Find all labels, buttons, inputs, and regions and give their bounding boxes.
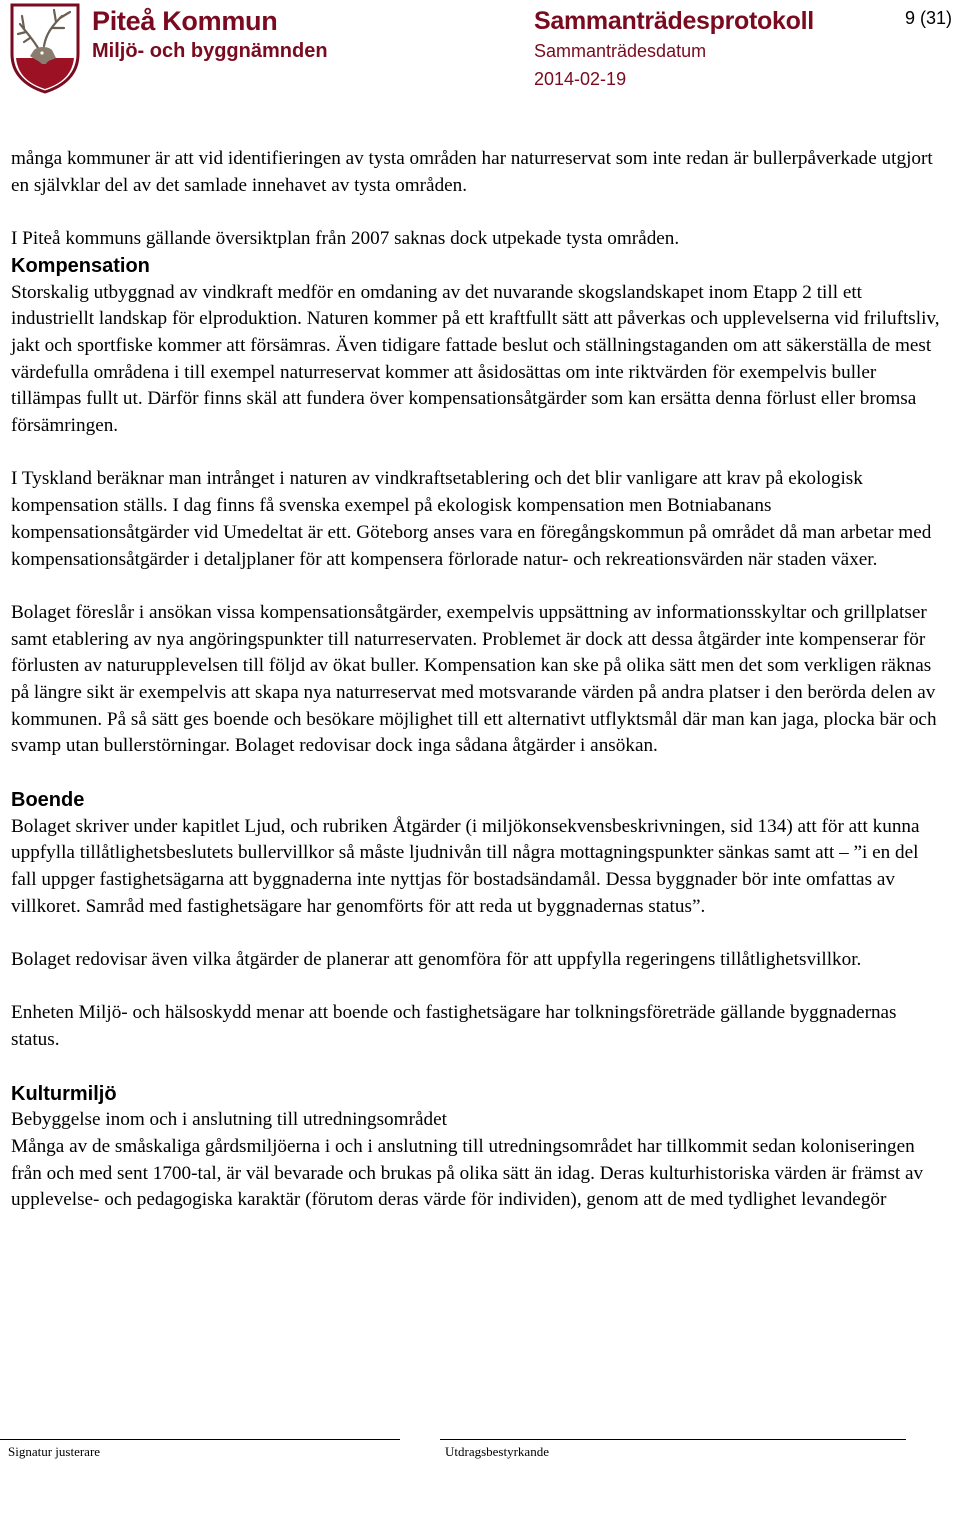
paragraph: Bolaget redovisar även vilka åtgärder de planerar att genomföra för att uppfylla regeringens tillåtlighetsvillkor. [11, 949, 862, 971]
paragraph: I Piteå kommuns gällande översiktplan från 2007 saknas dock utpekade tysta områden. [11, 228, 680, 250]
paragraph: många kommuner är att vid identifieringen av tysta områden har naturreservat som inte redan är bullerpåverkade utgjort en självklar del av det samlade innehavet av tysta områden. [11, 148, 933, 196]
document-title: Sammanträdesprotokoll [534, 7, 814, 35]
organization-block [92, 4, 328, 64]
extract-certification-label: Utdragsbestyrkande [445, 1444, 549, 1459]
meeting-date-label: Sammanträdesdatum [534, 41, 707, 61]
paragraph: Bolaget föreslår i ansökan vissa kompensationsåtgärder, exempelvis uppsättning av informationsskyltar och grillplatser samt etablering av nya angöringspunkter till naturreservaten. Problemet är dock att dessa åtgärder inte kompenserar för förlusten av naturupplevelsen till följd av ökat buller. Kompensation kan ske på olika sätt men det som verkligen räknas på längre sikt är exempelvis att skapa nya naturreservat med motsvarande värden på andra platser i den berörda delen av kommunen. På så sätt ges boende och besökare möjlighet till ett alternativt utflyktsmål där man kan jaga, plocka bär och svamp utan bullerstörningar. Bolaget redovisar dock inga sådana åtgärder i ansökan. [11, 601, 937, 757]
signature-divider [0, 1439, 400, 1440]
document-info [534, 4, 814, 94]
page-header [0, 0, 960, 100]
subheading-line: Bebyggelse inom och i anslutning till utredningsområdet [11, 1109, 447, 1131]
paragraph: I Tyskland beräknar man intrånget i naturen av vindkraftsetablering och det blir vanligare att krav på ekologisk kompensation ställs. I dag finns få svenska exempel på ekologisk kompensation men Botniabanans kompensationsåtgärder vid Umedeltat är ett. Göteborg anses vara en föregångskommun på området då man arbetar med kompensationsåtgärder i detaljplaner för att kompensera förlorade natur- och rekreationsvärden när staden växer. [11, 468, 932, 570]
extract-divider [440, 1439, 906, 1440]
paragraph: Enheten Miljö- och hälsoskydd menar att boende och fastighetsägare har tolkningsföreträde gällande byggnadernas status. [11, 1002, 897, 1051]
committee-name: Miljö- och byggnämnden [92, 40, 328, 62]
page-footer [0, 1436, 960, 1476]
section-heading-kompensation: Kompensation [11, 254, 150, 277]
paragraph: Många av de småskaliga gårdsmiljöerna i och i anslutning till utredningsområdet har tillkommit sedan koloniseringen från och med sent 1700-tal, är väl bevarade och brukas på olika sätt än idag. Deras kulturhistoriska värden är främst av upplevelse- och pedagogiska karaktär (förutom deras värde för individen), genom att de med tydlighet levandegör [11, 1135, 924, 1211]
reindeer-coat-of-arms-icon [8, 2, 82, 94]
paragraph: Storskalig utbyggnad av vindkraft medför en omdaning av det nuvarande skogslandskapet inom Etapp 2 till ett industriellt landskap för elproduktion. Naturen kommer på ett kraftfullt sätt att påverkas och upplevelserna vid friluftsliv, jakt och sportfiske kommer att försämras. Även tidigare fattade beslut och ställningstaganden om att säkerställa de mest värdefulla områdena i till exempel naturreservat kommer att åsidosättas om inte riktvärden för exempelvis buller tillämpas fullt ut. Därför finns skäl att fundera över kompensationsåtgärder som kan ersätta denna förlust eller bromsa försämringen. [11, 281, 940, 437]
signature-label: Signatur justerare [8, 1444, 101, 1459]
section-heading-boende: Boende [11, 788, 85, 811]
meeting-date: 2014-02-19 [534, 69, 627, 89]
page-number: 9 (31) [904, 8, 952, 28]
organization-name: Piteå Kommun [92, 6, 278, 36]
document-body [11, 146, 941, 1214]
section-heading-kulturmiljo: Kulturmiljö [11, 1082, 117, 1105]
paragraph: Bolaget skriver under kapitlet Ljud, och rubriken Åtgärder (i miljökonsekvensbeskrivningen, sid 134) att för att kunna uppfylla tillåtlighetsbeslutets bullervillkor så måste ljudnivån till några mottagningspunkter sänkas samt att – ”i en del fall uppger fastighetsägarna att byggnaderna inte nyttjas för bostadsändamål. Dessa byggnader bör inte omfattas av villkoret. Samråd med fastighetsägare har genomförts för att reda ut byggnadernas status”. [11, 815, 920, 917]
